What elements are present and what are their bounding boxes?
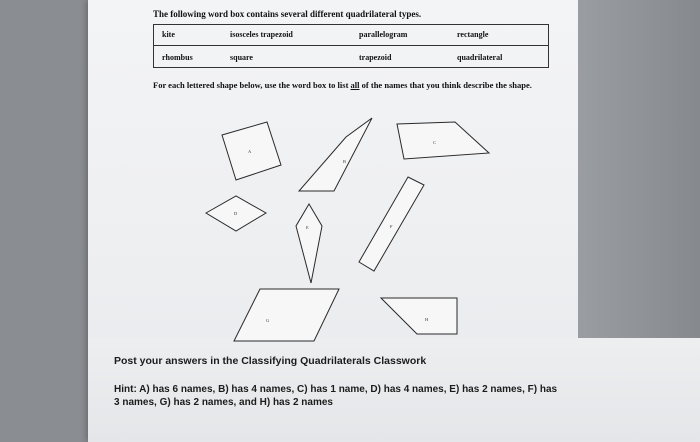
word-isosceles-trapezoid: isosceles trapezoid	[230, 30, 293, 39]
instructions-underlined: all	[350, 80, 360, 90]
instructions-before: For each lettered shape below, use the word box to list	[153, 80, 351, 90]
shape-a	[222, 122, 281, 180]
shape-d-label: D	[234, 211, 238, 216]
shape-h-label: H	[425, 317, 429, 322]
shape-a-label: A	[248, 149, 252, 154]
instructions-after: of the names that you think describe the shape.	[359, 80, 532, 90]
hint-text: Hint: A) has 6 names, B) has 4 names, C) has 1 name, D) has 4 names, E) has 2 names, F) has 3 names, G) has 2 names, and H) has 2 names	[114, 384, 558, 408]
shape-g-label: G	[266, 318, 270, 323]
word-rhombus: rhombus	[162, 53, 193, 62]
post-instructions: Post your answers in the Classifying Quadrilaterals Classwork	[114, 355, 427, 367]
shape-b	[299, 118, 372, 191]
word-kite: kite	[162, 30, 175, 39]
shape-g	[234, 289, 339, 341]
shape-c-label: C	[433, 140, 437, 145]
shape-c	[397, 122, 489, 159]
word-trapezoid: trapezoid	[359, 53, 392, 62]
intro-text: The following word box contains several different quadrilateral types.	[153, 9, 422, 19]
word-parallelogram: parallelogram	[359, 30, 408, 39]
shape-e	[296, 204, 322, 283]
word-rectangle: rectangle	[457, 30, 489, 39]
shape-h	[381, 298, 457, 334]
shape-b-label: B	[343, 159, 347, 164]
shape-e-label: E	[306, 225, 309, 230]
shape-f-label: F	[390, 224, 393, 229]
word-quadrilateral: quadrilateral	[457, 53, 503, 62]
word-square: square	[230, 53, 253, 62]
